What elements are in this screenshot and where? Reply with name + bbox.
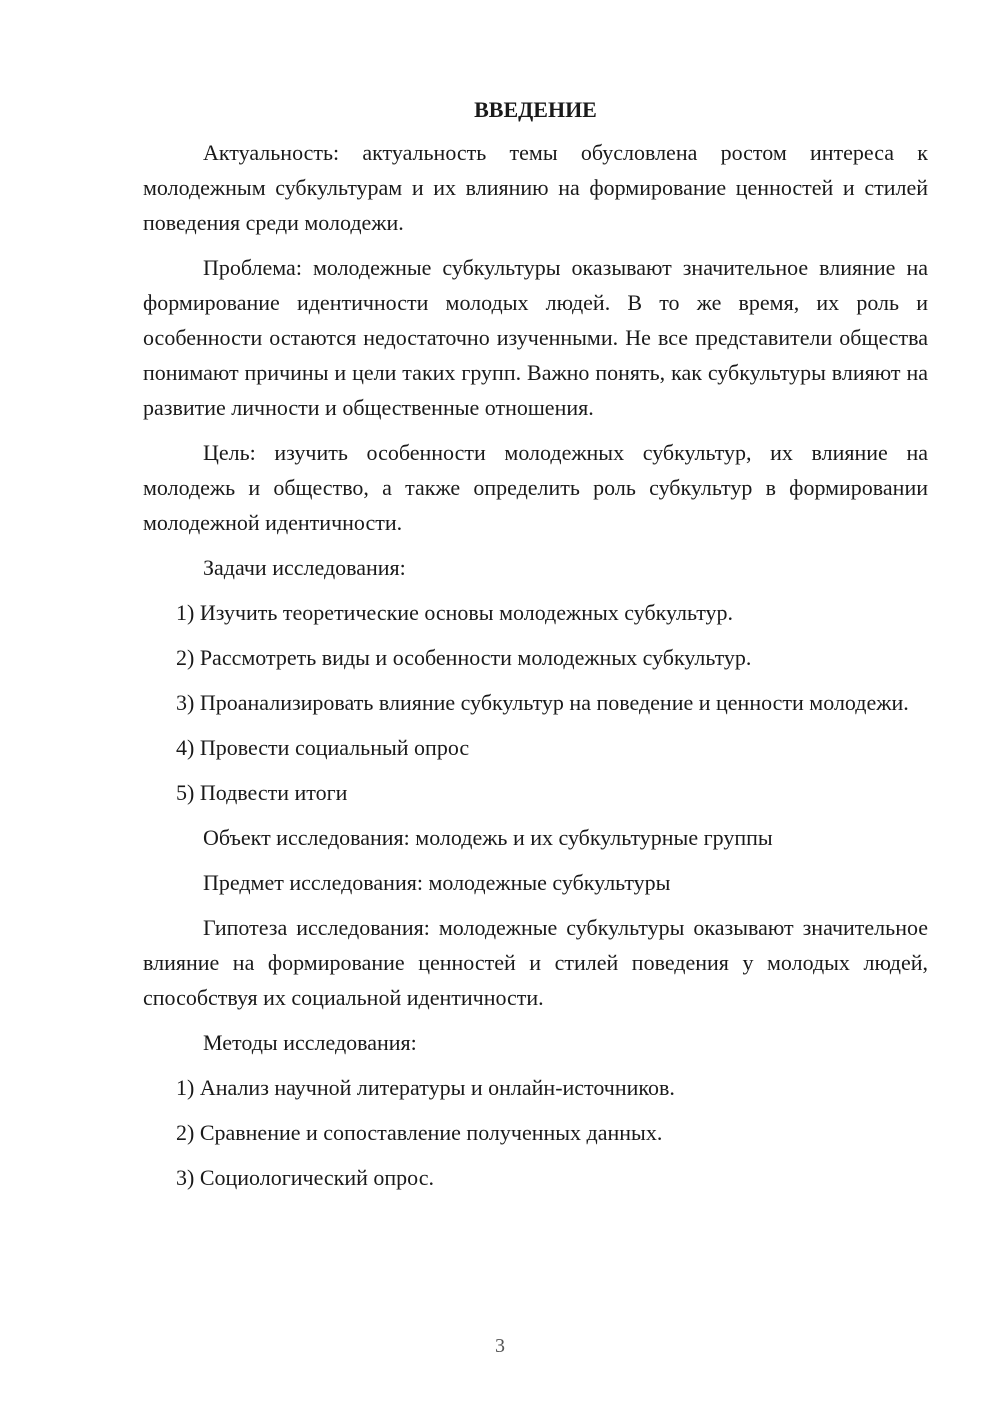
page-title: ВВЕДЕНИЕ bbox=[474, 97, 597, 122]
page-content bbox=[143, 95, 928, 1205]
task-item-2: 2) Рассмотреть виды и особенности молодежных субкультур. bbox=[176, 645, 752, 670]
method-item-3: 3) Социологический опрос. bbox=[176, 1165, 434, 1190]
relevance-paragraph: Актуальность: актуальность темы обусловлена ростом интереса к молодежным субкультурам и их влиянию на формирование ценностей и стилей поведения среди молодежи. bbox=[143, 140, 928, 235]
task-item-3: 3) Проанализировать влияние субкультур на поведение и ценности молодежи. bbox=[176, 690, 909, 715]
methods-heading: Методы исследования: bbox=[203, 1030, 417, 1055]
task-item-1: 1) Изучить теоретические основы молодежных субкультур. bbox=[176, 600, 734, 625]
goal-paragraph: Цель: изучить особенности молодежных субкультур, их влияние на молодежь и общество, а также определить роль субкультур в формировании молодежной идентичности. bbox=[143, 440, 928, 535]
method-item-2: 2) Сравнение и сопоставление полученных данных. bbox=[176, 1120, 663, 1145]
page-number: 3 bbox=[495, 1335, 505, 1357]
tasks-heading: Задачи исследования: bbox=[203, 555, 406, 580]
method-item-1: 1) Анализ научной литературы и онлайн-источников. bbox=[176, 1075, 675, 1100]
task-item-5: 5) Подвести итоги bbox=[176, 780, 348, 805]
object-paragraph: Объект исследования: молодежь и их субкультурные группы bbox=[203, 825, 773, 850]
subject-paragraph: Предмет исследования: молодежные субкультуры bbox=[203, 870, 671, 895]
hypothesis-paragraph: Гипотеза исследования: молодежные субкультуры оказывают значительное влияние на формирование ценностей и стилей поведения у молодых людей, способствуя их социальной идентичности. bbox=[143, 915, 928, 1010]
problem-paragraph: Проблема: молодежные субкультуры оказывают значительное влияние на формирование идентичности молодых людей. В то же время, их роль и особенности остаются недостаточно изученными. Не все представители общества понимают причины и цели таких групп. Важно понять, как субкультуры влияют на развитие личности и общественные отношения. bbox=[143, 255, 928, 420]
task-item-4: 4) Провести социальный опрос bbox=[176, 735, 470, 760]
